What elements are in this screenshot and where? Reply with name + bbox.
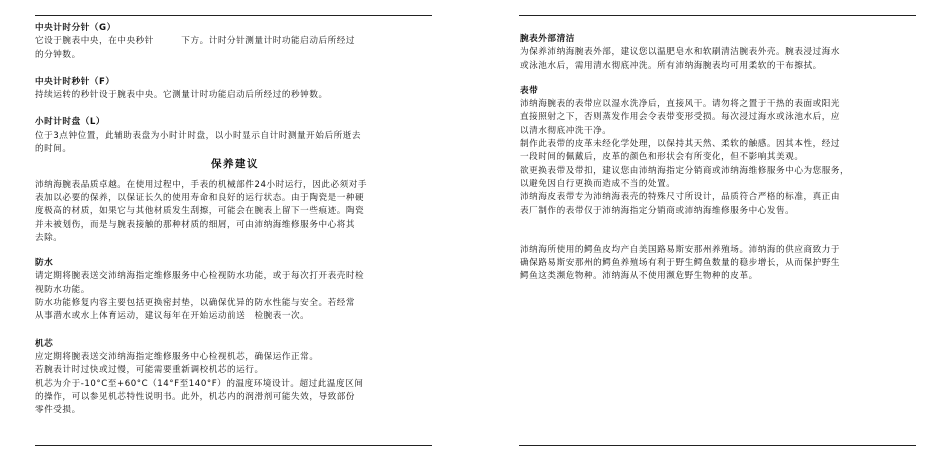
left-bottom-rule [35, 445, 432, 446]
right-top-rule [519, 15, 916, 16]
section-title: 表带 [520, 85, 539, 96]
section-title: 腕表外部清洁 [520, 34, 575, 44]
care-intro [35, 179, 435, 245]
left-top-rule [35, 15, 432, 16]
care-intro-text: 沛纳海腕表品质卓越。在使用过程中，手表的机械部件24小时运行，因此必须对手 表加以必要的保养，以保证长久的使用寿命和良好的运行状态。由于陶瓷是一种硬 度极高的材质，如果它与其他材质发生刮擦，可能会在腕表上留下一些痕迹。陶瓷 并未被划伤，而是与腕表接触的那种材质的细屑，可由沛纳海维修服务中心将其 去除。 [35, 179, 368, 243]
alligator-note-text: 沛纳海所使用的鳄鱼皮均产自美国路易斯安那州养殖场。沛纳海的供应商致力于 确保路易斯安那州的鳄鱼养殖场有利于野生鳄鱼数量的稳步增长，从而保护野生 鳄鱼这类濒危物种。沛纳海从不使用濒危野生物种的皮革。 [520, 244, 841, 282]
section-body: 位于3点钟位置，此辅助表盘为小时计时盘，以小时显示自计时测量开始后所逝去 的时间。 [35, 130, 362, 155]
section-body: 应定期将腕表送交沛纳海指定维修服务中心检视机芯，确保运作正常。 若腕表计时过快或过慢，可能需要重新调校机芯的运行。 机芯为介于-10°C至+60°C（14°F至140°F）的温度环境设计。超过此温度区间 的操作，可以参见机芯特性说明书。此外，机芯内的润滑剂可能失效，导致部份 零件受损。 [35, 351, 364, 416]
section-title: 中央计时分针（G） [35, 23, 116, 33]
section-body: 沛纳海腕表的表带应以湿水洗净后，直接风干。请勿将之置于干热的表面或阳光 直接照射之下，否则蒸发作用会令表带变形受损。每次浸过海水或泳池水后，应 以清水彻底冲洗干净。 制作此表带的皮革未经化学处理，以保持其天然、柔软的触感。因其本性，经过 一段时间的佩戴后，皮革的颜色和形状会有所变化，但不影响其美观。 欲更换表带及带扣，建议您由沛纳海指定分销商或沛纳海维修服务中心为您服务， 以避免因自行更换而造成不当的处置。 沛纳海皮表带专为沛纳海表壳的特殊尺寸所设计，品质符合严格的标准，真正由 表厂制作的表带仅于沛纳海指定分销商或沛纳海维修服务中心发售。 [520, 99, 850, 216]
section-body: 请定期将腕表送交沛纳海指定维修服务中心检视防水功能，或于每次打开表壳时检 视防水功能。 防水功能修复内容主要包括更换密封垫，以确保优异的防水性能与安全。若经常 从事潜水或水上体育运动，建议每年在开始运动前送 检腕表一次。 [35, 271, 365, 322]
section-title: 机芯 [35, 338, 54, 349]
alligator-note [520, 244, 920, 284]
section-body: 它设于腕表中央，在中央秒针 下方。计时分针测量计时功能启动后所经过 的分钟数。 [35, 36, 356, 60]
section-hour-counter [35, 116, 435, 156]
right-bottom-rule [519, 445, 916, 446]
section-strap [520, 85, 920, 218]
section-body: 持续运转的秒针设于腕表中央。它测量计时功能启动后所经过的秒钟数。 [35, 90, 328, 101]
section-movement [35, 338, 435, 418]
right-column [520, 33, 920, 284]
left-column [35, 22, 435, 417]
care-title: 保养建议 [211, 158, 259, 171]
section-title: 中央计时秒针（F） [35, 76, 115, 87]
section-title: 小时计时盘（L） [35, 117, 106, 128]
section-body: 为保养沛纳海腕表外部，建议您以温肥皂水和软刷清洁腕表外壳。腕表浸过海水 或泳池水后，需用清水彻底冲洗。所有沛纳海腕表均可用柔软的干布擦拭。 [520, 47, 841, 71]
section-water-resistance [35, 257, 435, 323]
section-chrono-minute-hand [35, 22, 435, 62]
section-chrono-second-hand [35, 76, 435, 103]
section-exterior-cleaning [520, 33, 920, 73]
section-title: 防水 [35, 258, 54, 269]
